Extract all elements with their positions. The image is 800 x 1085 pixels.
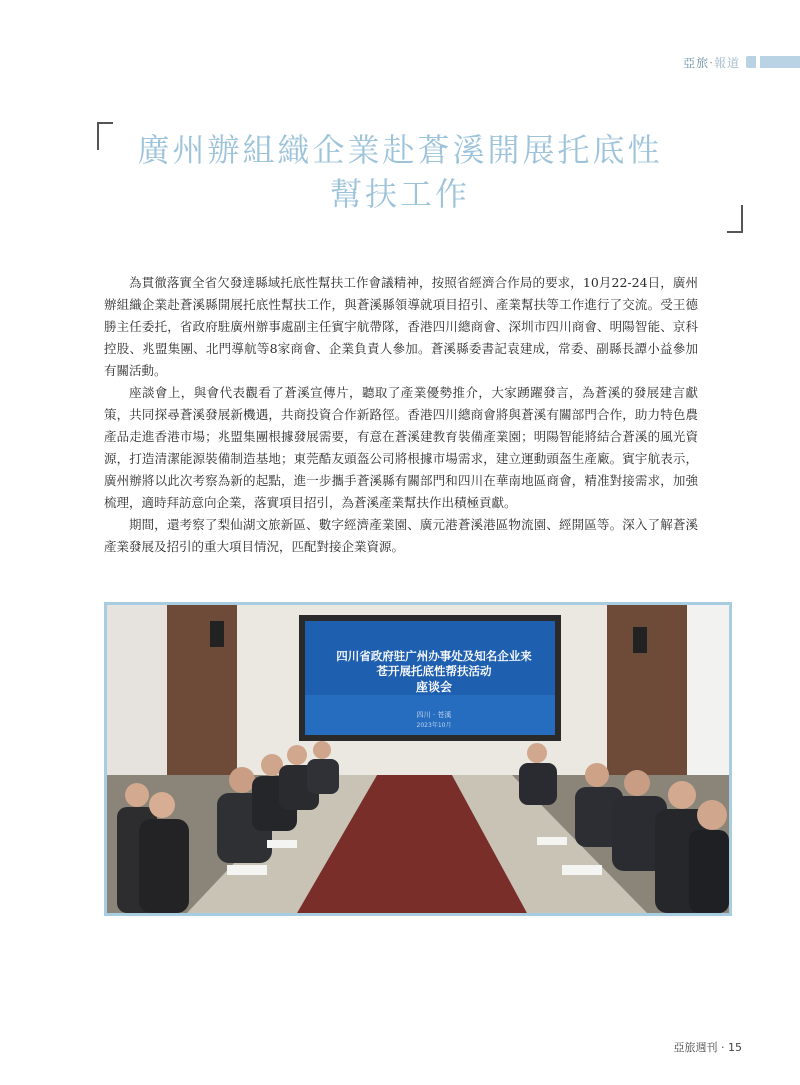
screen-title-line-2: 苍开展托底性帮扶活动 — [376, 664, 492, 678]
screen-title-line-1: 四川省政府驻广州办事处及知名企业来 — [336, 649, 532, 663]
page-footer: 亞旅週刊 · 15 — [673, 1041, 742, 1054]
article-title-line-2: 幫扶工作 — [329, 175, 470, 213]
article-paragraph-3: 期間，還考察了梨仙湖文旅新區、數字經濟產業園、廣元港蒼溪港區物流園、經開區等。深入了解蒼溪產業發展及招引的重大項目情況，匹配對接企業資源。 — [104, 517, 698, 554]
screen-title-line-3: 座谈会 — [415, 680, 452, 694]
section-tag — [683, 54, 800, 70]
article-paragraph-1: 為貫徹落實全省欠發達縣域托底性幫扶工作會議精神，按照省經濟合作局的要求，10月22-24日，廣州辦組織企業赴蒼溪縣開展托底性幫扶工作，與蒼溪縣領導就項目招引、產業幫扶等工作進行了交流。受王德勝主任委托，省政府駐廣州辦事處副主任賓宇航帶隊，香港四川總商會、深圳市四川商會、明陽智能、京科控股、兆盟集團、北門導航等8家商會、企業負責人參加。蒼溪縣委書記袁建成，常委、副縣長譚小益參加有關活動。 — [104, 275, 698, 378]
screen-date: 2023年10月 — [416, 722, 452, 729]
article-body — [104, 272, 698, 558]
article-paragraph-2: 座談會上，與會代表觀看了蒼溪宣傳片，聽取了產業優勢推介，大家踴躍發言，為蒼溪的發展建言獻策，共同探尋蒼溪發展新機遇，共商投資合作新路徑。香港四川總商會將與蒼溪有關部門合作，助力特色農產品走進香港市場；兆盟集團根據發展需要，有意在蒼溪建教育裝備產業園；明陽智能將結合蒼溪的風光資源，打造清潔能源裝備制造基地；東莞酷友頭盔公司將根據市場需求，建立運動頭盔生產廠。賓宇航表示，廣州辦將以此次考察為新的起點，進一步攜手蒼溪縣有關部門和四川在華南地區商會，精准對接需求，加強梳理，適時拜訪意向企業，落實項目招引，為蒼溪產業幫扶作出積極貢獻。 — [104, 385, 698, 510]
title-bracket-bottom-right — [727, 205, 743, 233]
section-label: 亞旅·報道 — [683, 55, 740, 70]
tag-decoration-small — [746, 56, 756, 68]
screen-banner — [307, 625, 561, 729]
screen-location: 四川 · 苍溪 — [416, 711, 452, 719]
meeting-photo — [104, 602, 732, 916]
article-title-line-1: 廣州辦組織企業赴蒼溪開展托底性 — [137, 131, 663, 169]
tag-decoration-bar — [760, 56, 800, 68]
